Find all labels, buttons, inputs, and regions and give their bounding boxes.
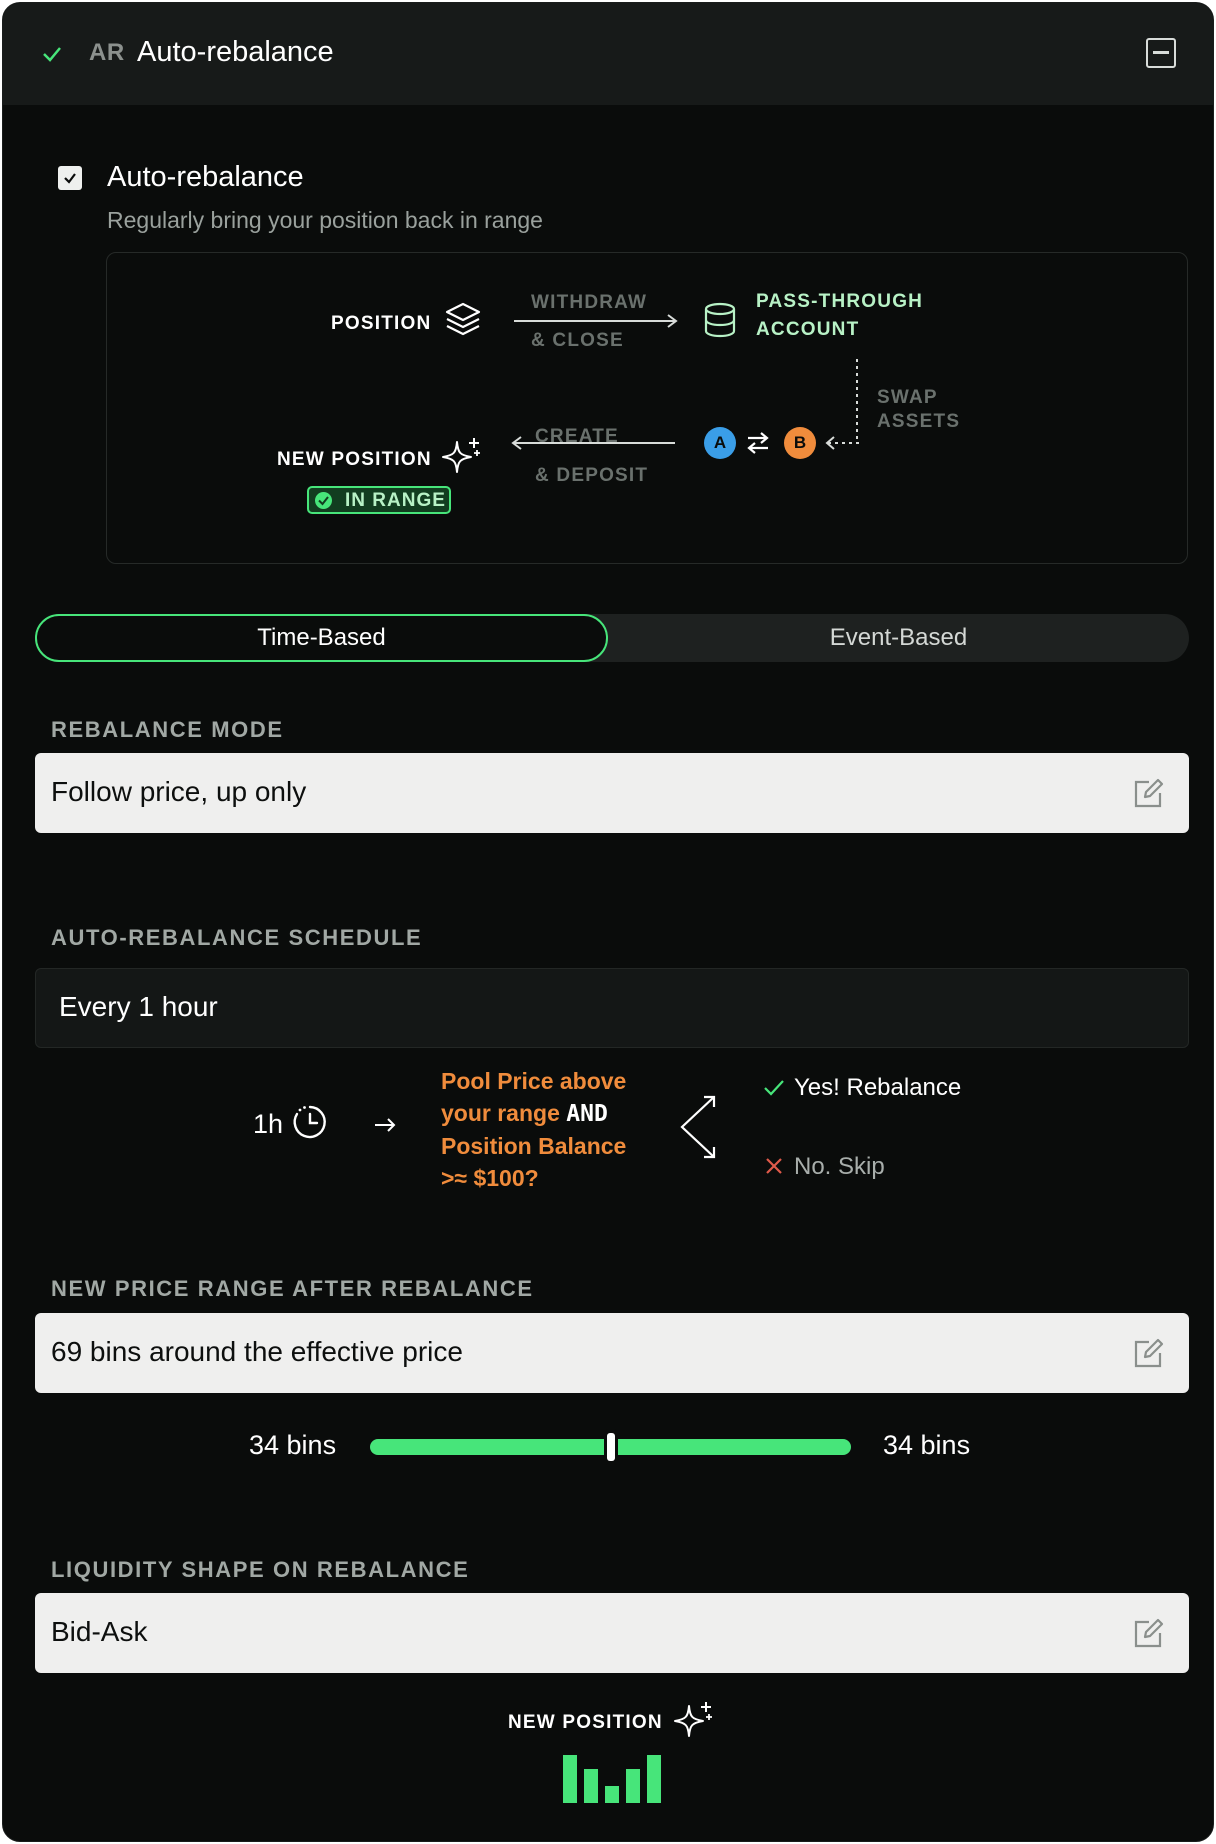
condition-and: AND: [566, 1101, 608, 1127]
left-bins-label: 34 bins: [249, 1430, 337, 1460]
create-label: CREATE: [535, 426, 619, 447]
coin-b: B: [784, 427, 816, 459]
account-label: ACCOUNT: [756, 319, 860, 340]
liquidity-shape-label: LIQUIDITY SHAPE ON REBALANCE: [51, 1557, 470, 1582]
header-abbr: AR: [89, 39, 125, 66]
price-range-label: NEW PRICE RANGE AFTER REBALANCE: [51, 1276, 534, 1301]
range-slider-thumb[interactable]: [604, 1429, 618, 1465]
option-title: Auto-rebalance: [107, 161, 304, 193]
close-label: & CLOSE: [531, 330, 624, 351]
condition-line-4: >≈ $100?: [441, 1165, 539, 1191]
shape-bar: [584, 1769, 598, 1803]
rebalance-flow-diagram: [106, 252, 1188, 564]
tab-time-based[interactable]: Time-Based: [35, 614, 608, 662]
auto-rebalance-panel: [2, 2, 1214, 1842]
arrow-right-small-icon: [373, 1117, 397, 1133]
check-icon: [41, 43, 63, 65]
sparkle-icon: [441, 436, 483, 478]
schedule-label: AUTO-REBALANCE SCHEDULE: [51, 925, 423, 950]
rebalance-trigger-tabs: [35, 614, 1189, 662]
sparkle-icon: [673, 1700, 715, 1742]
condition-line-1: Pool Price above: [441, 1068, 627, 1094]
yes-rebalance-text: Yes! Rebalance: [794, 1074, 962, 1101]
shape-bar: [647, 1755, 661, 1803]
branch-icon: [678, 1093, 718, 1161]
pass-through-label: PASS-THROUGH: [756, 291, 924, 312]
dotted-arrow-left-icon: [822, 433, 862, 453]
assets-label-text: ASSETS: [877, 411, 961, 432]
liquidity-shape-field[interactable]: [35, 1593, 1189, 1673]
no-skip-text: No. Skip: [794, 1153, 885, 1180]
shape-bar: [626, 1769, 640, 1803]
swap-label: SWAP: [877, 387, 938, 408]
no-x-icon: [765, 1157, 783, 1175]
position-label: POSITION: [331, 313, 432, 334]
in-range-check-icon: [315, 492, 332, 509]
database-icon: [702, 301, 738, 339]
rebalance-mode-label: REBALANCE MODE: [51, 717, 284, 742]
edit-icon[interactable]: [1131, 1617, 1165, 1651]
bid-ask-shape-bars: [563, 1755, 661, 1803]
right-bins-label: 34 bins: [883, 1430, 971, 1460]
interval-label: 1h: [253, 1109, 284, 1139]
withdraw-label: WITHDRAW: [531, 292, 648, 313]
coin-a: A: [704, 427, 736, 459]
price-range-value: 69 bins around the effective price: [51, 1336, 463, 1367]
shape-bar: [605, 1786, 619, 1803]
auto-rebalance-checkbox[interactable]: [58, 166, 82, 190]
rebalance-mode-field[interactable]: [35, 753, 1189, 833]
price-range-field[interactable]: [35, 1313, 1189, 1393]
deposit-label: & DEPOSIT: [535, 465, 649, 486]
in-range-badge: [307, 486, 451, 514]
header-title: Auto-rebalance: [137, 36, 334, 68]
new-position-label: NEW POSITION: [277, 449, 432, 470]
yes-check-icon: [763, 1078, 785, 1098]
tab-event-based[interactable]: Event-Based: [829, 624, 968, 651]
timer-icon: [291, 1103, 329, 1141]
arrow-left-icon: [507, 435, 677, 451]
rebalance-condition: [441, 1065, 626, 1194]
checkmark-icon: [61, 169, 79, 187]
rebalance-mode-value: Follow price, up only: [51, 776, 307, 807]
schedule-value: Every 1 hour: [59, 991, 218, 1022]
edit-icon[interactable]: [1131, 1337, 1165, 1371]
liquidity-shape-value: Bid-Ask: [51, 1616, 148, 1647]
condition-line-3: Position Balance: [441, 1133, 627, 1159]
edit-icon[interactable]: [1131, 777, 1165, 811]
new-position-footer-label: NEW POSITION: [508, 1712, 663, 1733]
schedule-field[interactable]: [35, 968, 1189, 1048]
arrow-right-icon: [512, 313, 682, 329]
layers-icon: [443, 300, 483, 340]
swap-arrows-icon: [745, 431, 771, 455]
panel-header[interactable]: [3, 3, 1213, 105]
condition-line-2: your range: [441, 1100, 560, 1126]
collapse-icon[interactable]: [1146, 38, 1176, 68]
shape-bar: [563, 1755, 577, 1803]
option-subtitle: Regularly bring your position back in range: [107, 207, 543, 233]
in-range-text: IN RANGE: [345, 490, 446, 511]
